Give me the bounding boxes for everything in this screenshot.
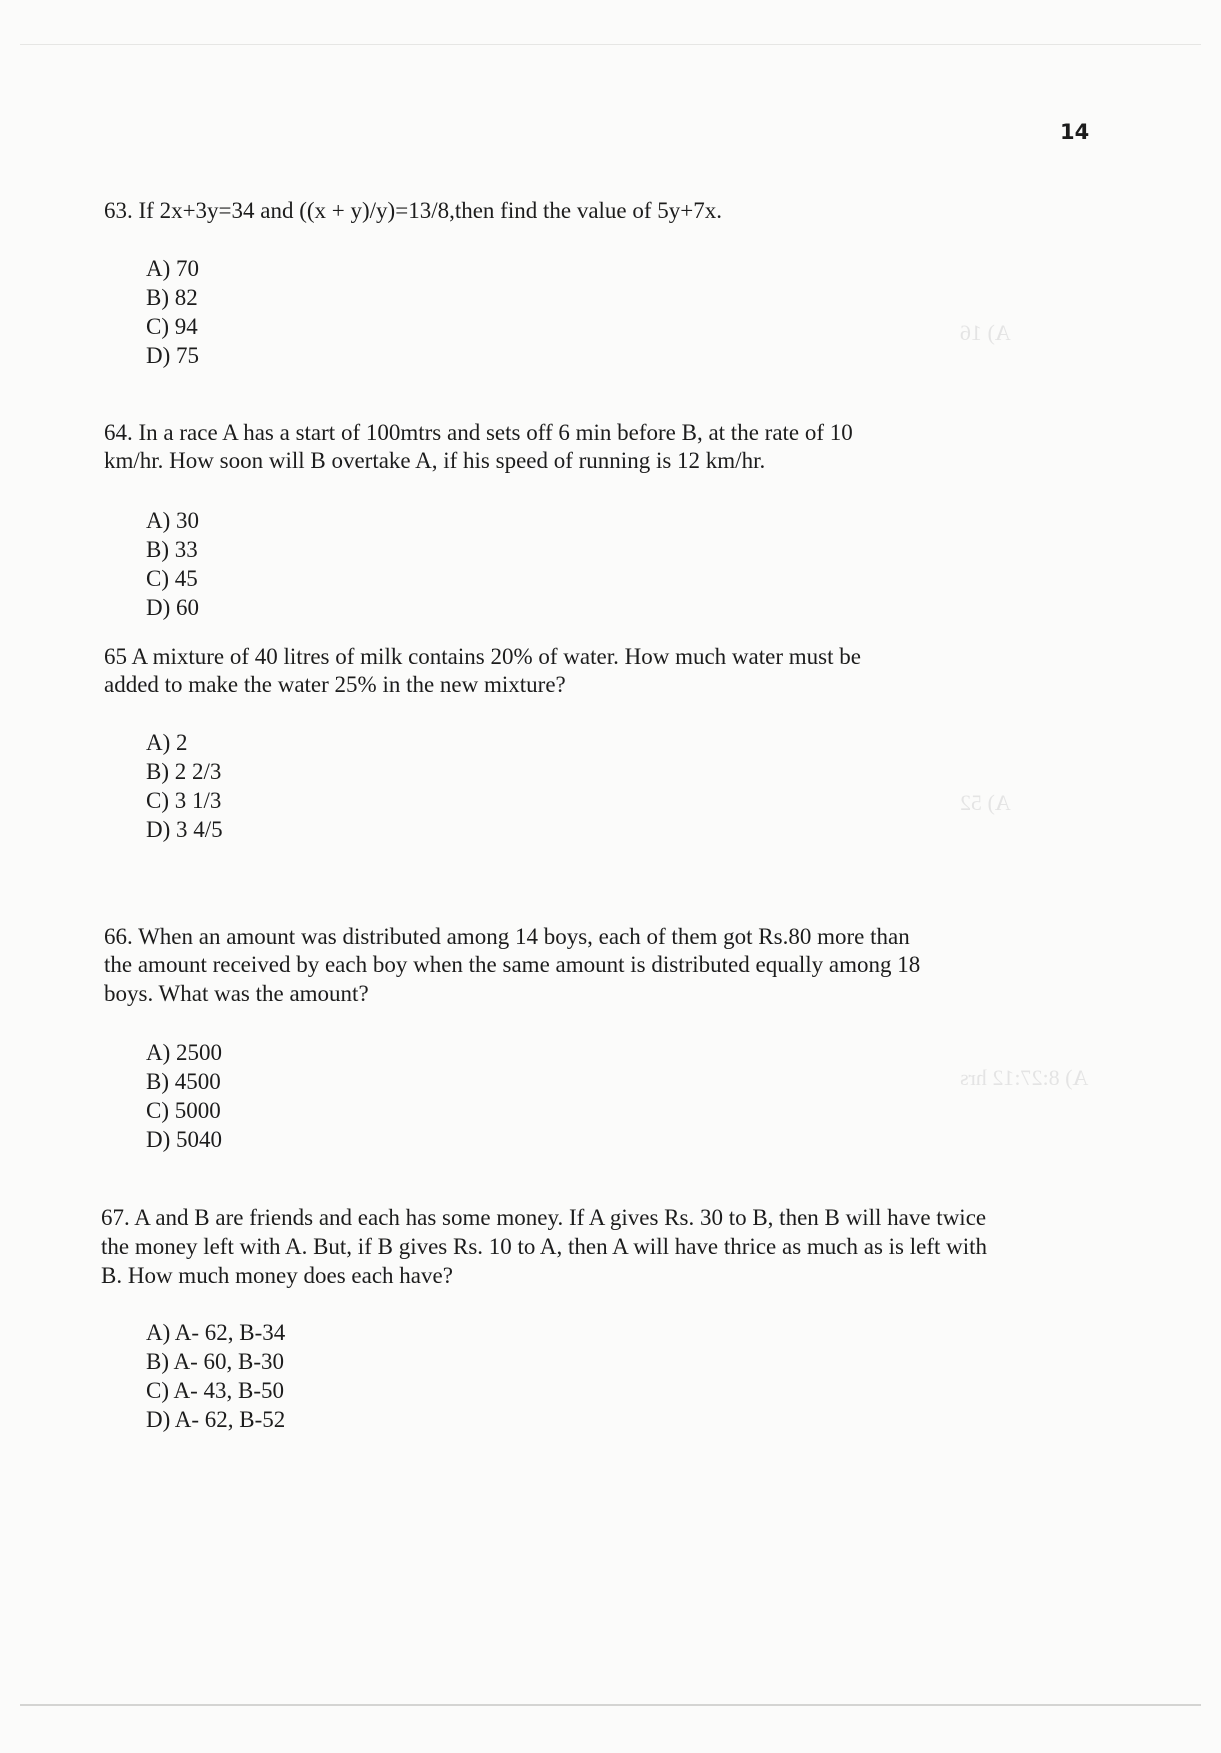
question-66-text: the amount received by each boy when the same amount is distributed equally among 18 (104, 952, 921, 977)
question-67-option-a: A) A- 62, B-34 (146, 1320, 286, 1345)
page-number: 14 (1060, 120, 1090, 144)
question-65-text: 65 A mixture of 40 litres of milk contains 20% of water. How much water must be (104, 644, 861, 669)
question-64-text: km/hr. How soon will B overtake A, if his speed of running is 12 km/hr. (104, 448, 766, 473)
question-67-option-b: B) A- 60, B-30 (146, 1349, 284, 1374)
question-67-text: 67. A and B are friends and each has some money. If A gives Rs. 30 to B, then B will have twice (101, 1205, 987, 1230)
question-64-option-b: B) 33 (146, 537, 198, 562)
question-65-option-b: B) 2 2/3 (146, 759, 222, 784)
scan-bottom-edge (20, 1704, 1201, 1706)
question-66-text: 66. When an amount was distributed among 14 boys, each of them got Rs.80 more than (104, 924, 910, 949)
question-65-text: added to make the water 25% in the new mixture? (104, 672, 566, 697)
question-64-option-d: D) 60 (146, 595, 200, 620)
question-66-option-b: B) 4500 (146, 1069, 221, 1094)
question-63-option-d: D) 75 (146, 343, 200, 368)
scan-top-edge (20, 44, 1201, 45)
question-63-option-a: A) 70 (146, 256, 200, 281)
question-67-text: B. How much money does each have? (101, 1263, 453, 1288)
question-63-option-c: C) 94 (146, 314, 198, 339)
question-65-option-d: D) 3 4/5 (146, 817, 223, 842)
question-66-text: boys. What was the amount? (104, 981, 369, 1006)
question-67-text: the money left with A. But, if B gives Rs. 10 to A, then A will have thrice as much as is left with (101, 1234, 988, 1259)
bleed-through-text: A) 16 (960, 320, 1011, 345)
question-67-option-c: C) A- 43, B-50 (146, 1378, 284, 1403)
question-65-option-c: C) 3 1/3 (146, 788, 222, 813)
question-65-option-a: A) 2 (146, 730, 188, 755)
question-66-option-c: C) 5000 (146, 1098, 221, 1123)
question-63-text: 63. If 2x+3y=34 and ((x + y)/y)=13/8,then find the value of 5y+7x. (104, 198, 723, 223)
question-67-option-d: D) A- 62, B-52 (146, 1407, 286, 1432)
question-66-option-d: D) 5040 (146, 1127, 223, 1152)
question-66-option-a: A) 2500 (146, 1040, 223, 1065)
question-64-text: 64. In a race A has a start of 100mtrs and sets off 6 min before B, at the rate of 10 (104, 420, 853, 445)
question-64-option-a: A) 30 (146, 508, 200, 533)
bleed-through-text: A) 52 (960, 790, 1011, 815)
question-63-option-b: B) 82 (146, 285, 198, 310)
question-64-option-c: C) 45 (146, 566, 198, 591)
bleed-through-text: A) 8:27:12 hrs (960, 1065, 1089, 1090)
